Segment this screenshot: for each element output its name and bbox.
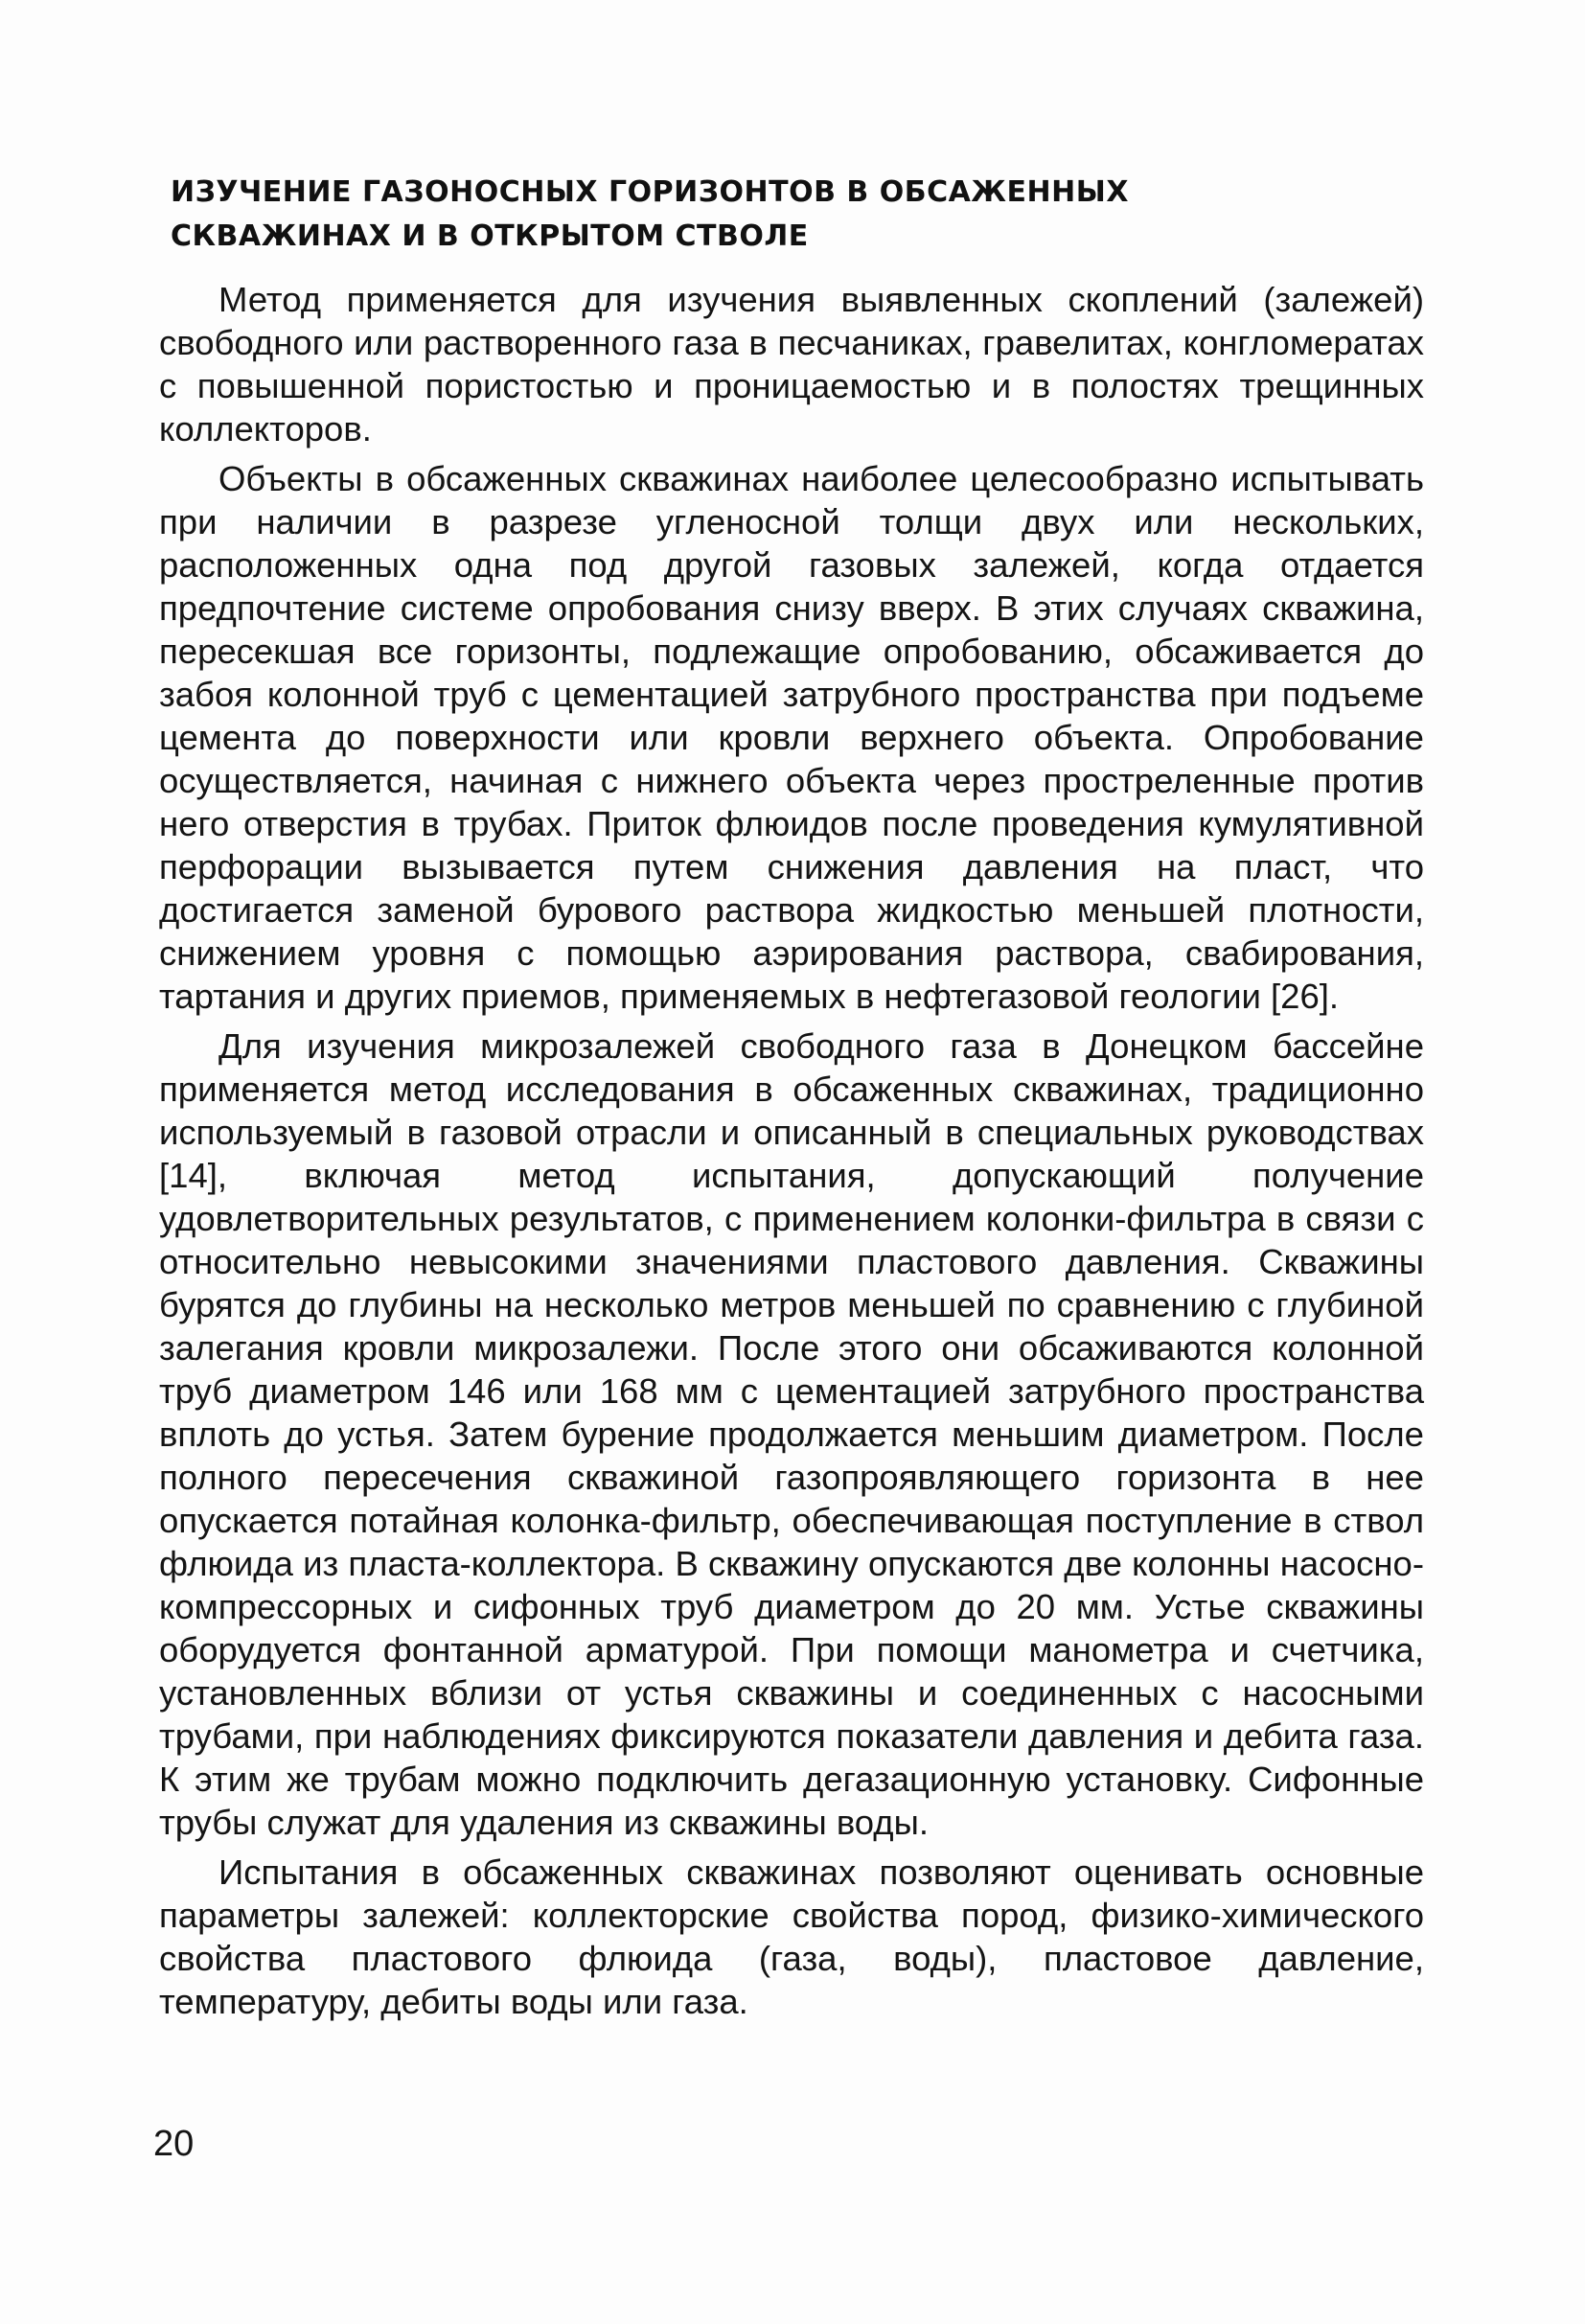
paragraph-test-parameters: Испытания в обсаженных скважинах позволяют оценивать основные параметры залежей: коллекторские свойства пород, физико-химического свойства пластового флюида (газа, воды), пластовое давление, температуру, дебиты воды или газа. — [159, 1852, 1424, 2021]
body-text — [159, 278, 1424, 2030]
paragraph-microdeposits-donetsk: Для изучения микрозалежей свободного газа в Донецком бассейне применяется метод исследования в обсаженных скважинах, традиционно используемый в газовой отрасли и описанный в специальных руководствах [14], включая метод испытания, допускающий получение удовлетворительных результатов, с применением колонки-фильтра в связи с относительно невысокими значениями пластового давления. Скважины бурятся до глубины на несколько метров меньшей по сравнению с глубиной залегания кровли микрозалежи. После этого они обсаживаются колонной труб диаметром 146 или 168 мм с цементацией затрубного пространства вплоть до устья. Затем бурение продолжается меньшим диаметром. После полного пересечения скважиной газопроявляющего горизонта в нее опускается потайная колонка-фильтр, обеспечивающая поступление в ствол флюида из пласта-коллектора. В скважину опускаются две колонны насосно-компрессорных и сифонных труб диаметром до 20 мм. Устье скважины оборудуется фонтанной арматурой. При помощи манометра и счетчика, установленных вблизи от устья скважины и соединенных с насосными трубами, при наблюдениях фиксируются показатели давления и дебита газа. К этим же трубам можно подключить дегазационную установку. Сифонные трубы служат для удаления из скважины воды. — [159, 1026, 1424, 1842]
section-heading-line-2: СКВАЖИНАХ И В ОТКРЫТОМ СТВОЛЕ — [171, 219, 809, 253]
section-heading — [171, 171, 1436, 259]
section-heading-line-1: ИЗУЧЕНИЕ ГАЗОНОСНЫХ ГОРИЗОНТОВ В ОБСАЖЕННЫХ — [171, 175, 1129, 209]
paragraph-cased-wells-testing: Объекты в обсаженных скважинах наиболее целесообразно испытывать при наличии в разрезе угленосной толщи двух или нескольких, расположенных одна под другой газовых залежей, когда отдается предпочтение системе опробования снизу вверх. В этих случаях скважина, пересекшая все горизонты, подлежащие опробованию, обсаживается до забоя колонной труб с цементацией затрубного пространства при подъеме цемента до поверхности или кровли верхнего объекта. Опробование осуществляется, начиная с нижнего объекта через простреленные против него отверстия в трубах. Приток флюидов после проведения кумулятивной перфорации вызывается путем снижения давления на пласт, что достигается заменой бурового раствора жидкостью меньшей плотности, снижением уровня с помощью аэрирования раствора, свабирования, тартания и других приемов, применяемых в нефтегазовой геологии [26]. — [159, 459, 1424, 1016]
page-number: 20 — [153, 2124, 195, 2164]
paragraph-method-description: Метод применяется для изучения выявленных скоплений (залежей) свободного или растворенного газа в песчаниках, гравелитах, конгломератах с повышенной пористостью и проницаемостью и в полостях трещинных коллекторов. — [159, 280, 1424, 449]
